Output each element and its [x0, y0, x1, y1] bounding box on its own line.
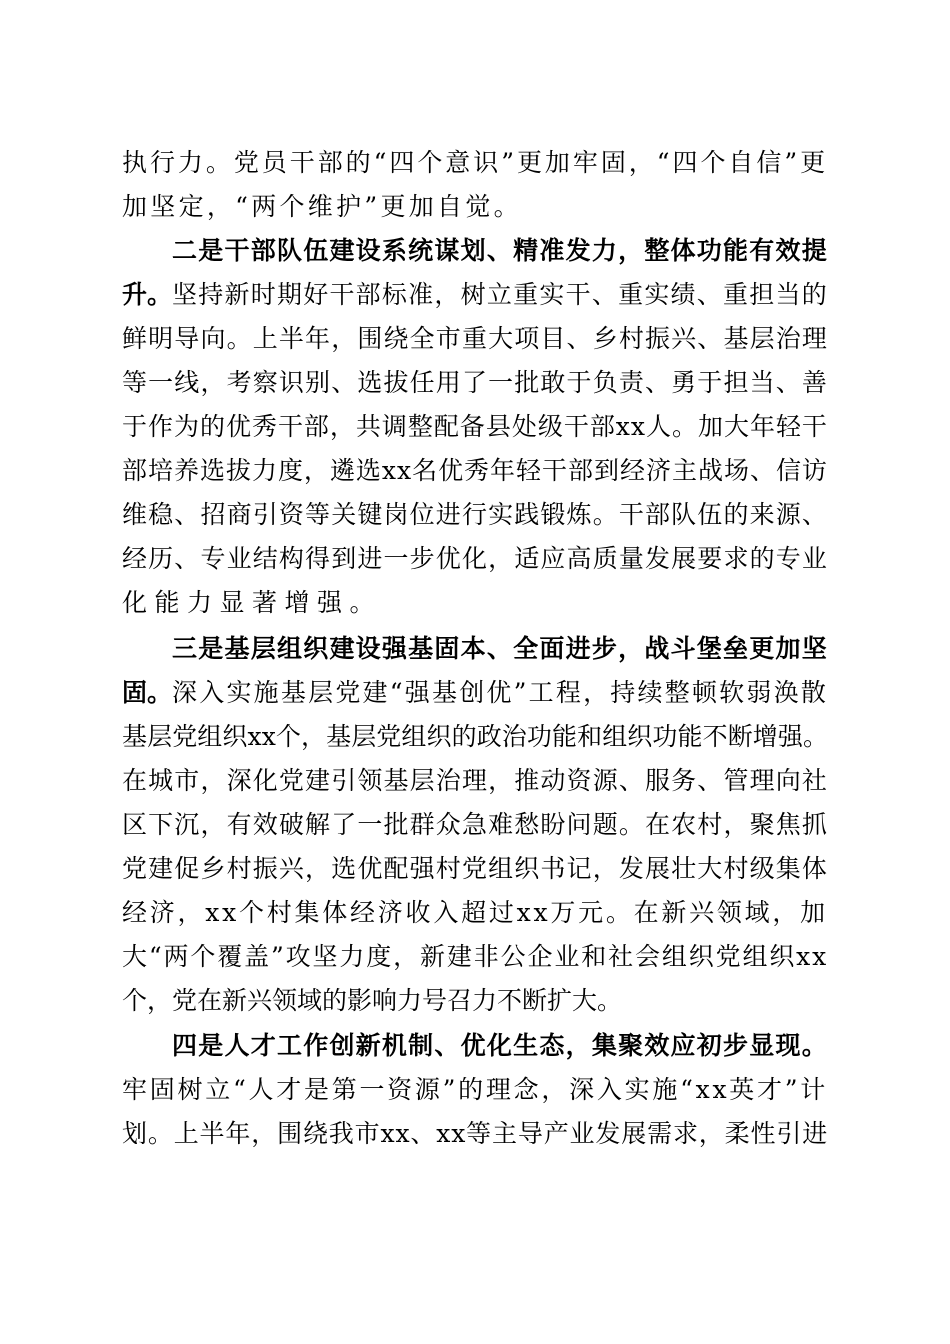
text-line: 坚持新时期好干部标准，树立重实干、重实绩、重担当的 [172, 280, 828, 309]
text-line: 深入实施基层党建“强基创优”工程，持续整顿软弱涣散 [172, 678, 828, 707]
section-3-line [0, 891, 950, 935]
text-line: 于作为的优秀干部，共调整配备县处级干部xx人。加大年轻干 [122, 412, 828, 441]
text-line: 划。上半年，围绕我市xx、xx等主导产业发展需求，柔性引进 [122, 1119, 828, 1148]
text-line: 经历、专业结构得到进一步优化，适应高质量发展要求的专业 [122, 544, 828, 573]
section-2-heading-end: 升。 [122, 280, 172, 309]
text-line: 在城市，深化党建引领基层治理，推动资源、服务、管理向社 [122, 766, 828, 795]
section-4-line [0, 1112, 950, 1156]
section-3-line [0, 627, 950, 671]
text-line: 区下沉，有效破解了一批群众急难愁盼问题。在农村，聚焦抓 [122, 810, 828, 839]
text-line: 加坚定，“两个维护”更加自觉。 [122, 192, 522, 221]
section-3-line [0, 847, 950, 891]
text-line: 经济，xx个村集体经济收入超过xx万元。在新兴领域，加 [122, 898, 828, 927]
section-3-line [0, 759, 950, 803]
section-3-line [0, 979, 950, 1023]
text-line: 维稳、招商引资等关键岗位进行实践锻炼。干部队伍的来源、 [122, 500, 828, 529]
section-4-line [0, 1068, 950, 1112]
text-line: 党建促乡村振兴，选优配强村党组织书记，发展壮大村级集体 [122, 854, 828, 883]
section-4-line [0, 1024, 950, 1068]
section-2-line [0, 405, 950, 449]
section-3-heading-end: 固。 [122, 678, 172, 707]
section-2-line [0, 273, 950, 317]
section-3-line [0, 803, 950, 847]
section-3-heading: 三是基层组织建设强基固本、全面进步，战斗堡垒更加坚 [172, 634, 828, 663]
section-2-line [0, 493, 950, 537]
section-2-line [0, 537, 950, 581]
section-3-line [0, 715, 950, 759]
section-2-line [0, 581, 950, 625]
text-line: 个，党在新兴领域的影响力号召力不断扩大。 [122, 986, 622, 1015]
text-line: 部培养选拔力度，遴选xx名优秀年轻干部到经济主战场、信访 [122, 456, 828, 485]
text-line: 执行力。党员干部的“四个意识”更加牢固，“四个自信”更 [122, 148, 828, 177]
section-3-line [0, 671, 950, 715]
section-3-line [0, 935, 950, 979]
text-line: 大“两个覆盖”攻坚力度，新建非公企业和社会组织党组织xx [122, 942, 828, 971]
text-line: 基层党组织xx个，基层党组织的政治功能和组织功能不断增强。 [122, 722, 828, 751]
text-line: 鲜明导向。上半年，围绕全市重大项目、乡村振兴、基层治理 [122, 324, 828, 353]
section-2-heading: 二是干部队伍建设系统谋划、精准发力，整体功能有效提 [172, 236, 828, 265]
text-line: 等一线，考察识别、选拔任用了一批敢于负责、勇于担当、善 [122, 368, 828, 397]
section-2-line [0, 361, 950, 405]
paragraph-intro-line [0, 141, 950, 185]
text-line: 牢固树立“人才是第一资源”的理念，深入实施“xx英才”计 [122, 1075, 828, 1104]
section-2-line [0, 229, 950, 273]
paragraph-intro-line [0, 185, 950, 229]
section-4-heading: 四是人才工作创新机制、优化生态，集聚效应初步显现。 [172, 1031, 828, 1060]
text-line: 化能力显著增强。 [122, 588, 382, 617]
section-2-line [0, 449, 950, 493]
section-2-line [0, 317, 950, 361]
